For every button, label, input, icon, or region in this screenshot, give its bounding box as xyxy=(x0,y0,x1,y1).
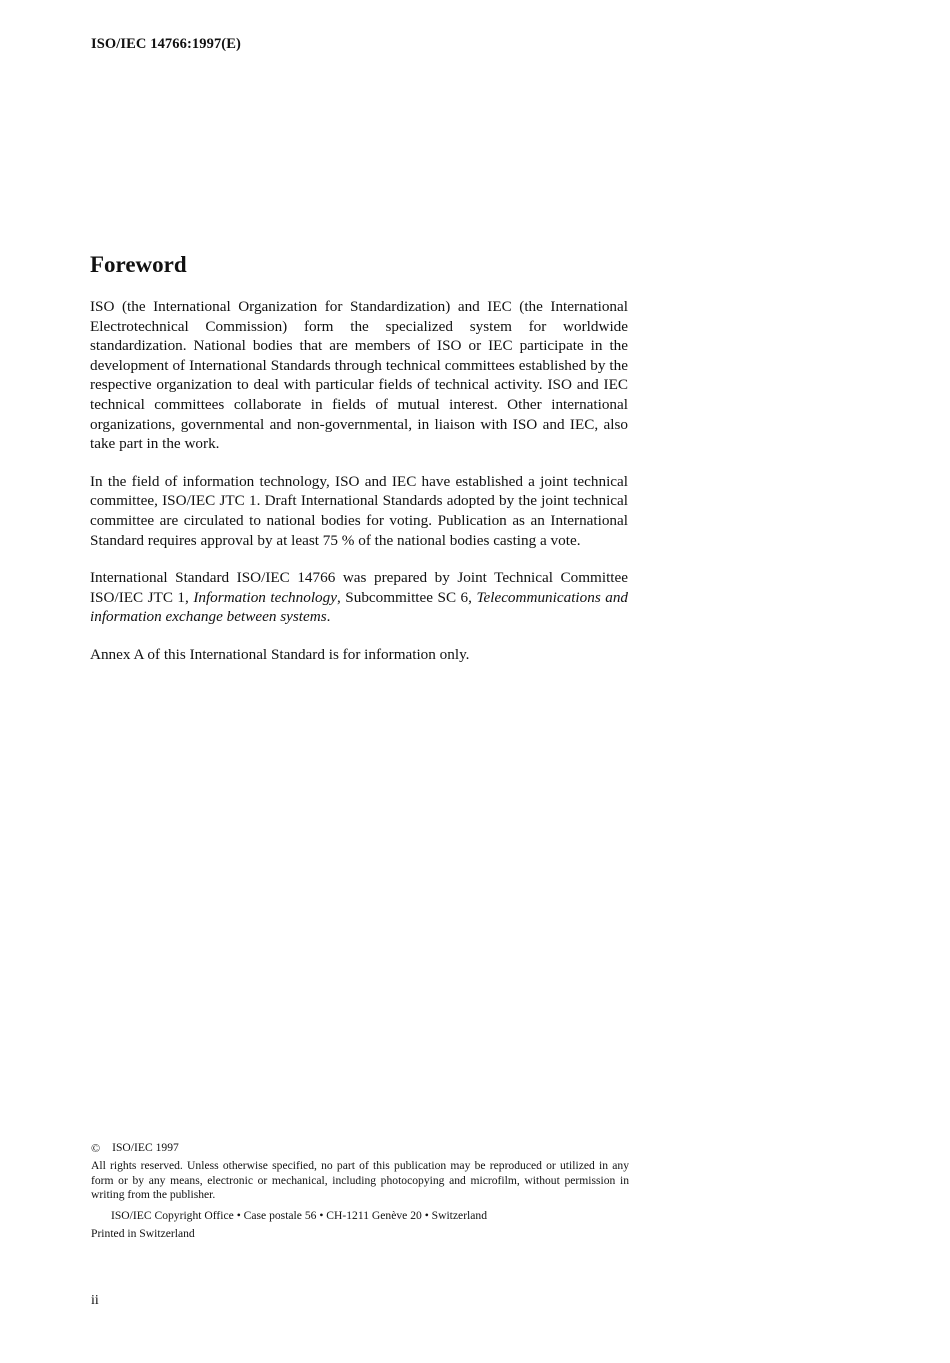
foreword-paragraph-2: In the field of information technology, ISO and IEC have established a joint technical committee, ISO/IEC JTC 1. Draft International Standards adopted by the joint technical committee are circulated to national bodies for voting. Publication as an International Standard requires approval by at least 75 % of the national bodies casting a vote. xyxy=(90,472,628,549)
foreword-paragraph-1: ISO (the International Organization for Standardization) and IEC (the International Electrotechnical Commission) form the specialized system for worldwide standardization. National bodies that are members of ISO or IEC participate in the development of International Standards through technical committees established by the respective organization to deal with particular fields of technical activity. ISO and IEC technical committees collaborate in fields of mutual interest. Other international organizations, governmental and non-governmental, in liaison with ISO and IEC, also take part in the work. xyxy=(90,298,628,453)
copyright-line xyxy=(91,1141,629,1155)
paragraph-3-text-end: . xyxy=(326,608,331,626)
paragraph-3-italic-committee: Information technology xyxy=(193,588,337,606)
foreword-paragraph-3 xyxy=(90,568,628,627)
copyright-year: ISO/IEC 1997 xyxy=(112,1141,179,1154)
copyright-office-address: ISO/IEC Copyright Office • Case postale 56 • CH-1211 Genève 20 • Switzerland xyxy=(111,1208,488,1222)
page-title: Foreword xyxy=(90,252,187,277)
printed-location: Printed in Switzerland xyxy=(91,1227,195,1241)
foreword-paragraph-4: Annex A of this International Standard is for information only. xyxy=(90,645,470,663)
paragraph-3-italic-subcommittee: Telecommunications and information exchange between systems xyxy=(90,588,629,626)
copyright-icon: © xyxy=(91,1141,101,1155)
rights-statement: All rights reserved. Unless otherwise specified, no part of this publication may be reproduced or utilized in any form or by any means, electronic or mechanical, including photocopying and microfilm, without permission in writing from the publisher. xyxy=(91,1159,629,1202)
document-header: ISO/IEC 14766:1997(E) xyxy=(91,36,241,52)
copyright-block xyxy=(91,1141,629,1241)
foreword-body xyxy=(90,297,628,683)
paragraph-3-text-middle: , Subcommittee SC 6, xyxy=(337,588,477,606)
paragraph-3-text-start: International Standard ISO/IEC 14766 was prepared by Joint Technical Committee ISO/IEC JTC 1, xyxy=(90,569,628,606)
page-number: ii xyxy=(91,1293,99,1308)
